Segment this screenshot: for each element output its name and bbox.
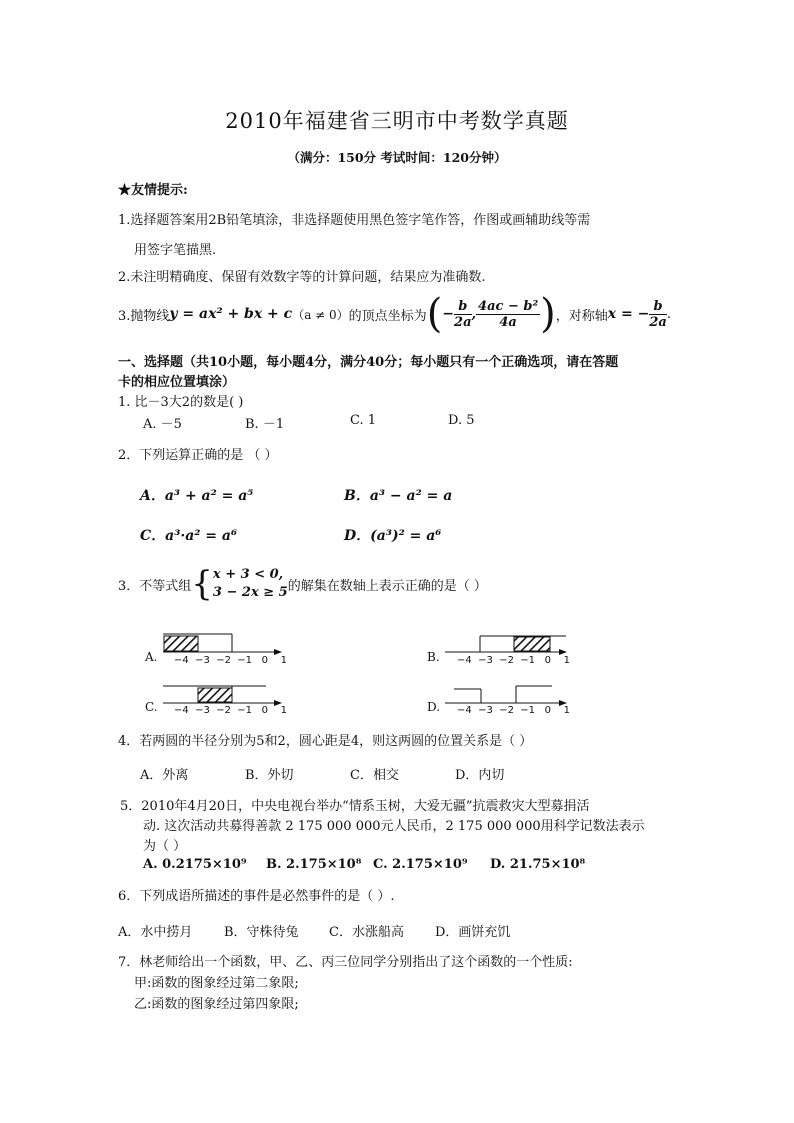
q4-option-a: A．外离 xyxy=(140,768,189,783)
axis-fraction: $\frac{b}{2a}$ xyxy=(649,298,667,330)
q6-option-d: D．画饼充饥 xyxy=(435,925,511,940)
tip-3-mid: 的顶点坐标为 xyxy=(348,308,427,324)
question-4: 4．若两圆的半径分别为5和2，圆心距是4，则这两圆的位置关系是（ ） xyxy=(118,734,533,749)
q5-option-b: B. 2.175×10⁸ xyxy=(266,857,362,872)
section-1-heading: 一、选择题（共10小题，每小题4分，满分40分；每小题只有一个正确选项，请在答题 xyxy=(118,355,619,370)
q3-ticks-b: −4 −3 −2 −1 0 1 xyxy=(457,655,571,666)
tip-3-axis: ，对称轴 xyxy=(555,308,608,324)
tip-1-cont: 用签字笔描黑. xyxy=(134,243,217,258)
question-5: 5．2010年4月20日，中央电视台举办“情系玉树，大爱无疆”抗震救灾大型募捐活 xyxy=(120,799,590,814)
tip-3-formula: y = ax² + bx + c xyxy=(169,306,293,322)
vertex-y-fraction: $\frac{\text{4ac − b²}}{4a}$ xyxy=(478,298,539,330)
number-line-b xyxy=(445,636,566,652)
page-subtitle: （满分：150分 考试时间：120分钟） xyxy=(287,150,507,165)
q3-ticks-a: −4 −3 −2 −1 0 1 xyxy=(174,655,288,666)
brace: { xyxy=(191,564,213,604)
q4-option-c: C．相交 xyxy=(350,768,399,783)
inequality-system: x + 3 < 0, 3 − 2x ≥ 5 xyxy=(212,567,288,600)
question-7-jia: 甲:函数的图象经过第二象限; xyxy=(134,976,299,991)
tips-heading: ★友情提示: xyxy=(118,183,188,198)
q3-prefix: 3．不等式组 xyxy=(118,578,192,594)
page-title: 2010年福建省三明市中考数学真题 xyxy=(225,109,569,133)
q4-option-d: D．内切 xyxy=(455,768,505,783)
number-line-d xyxy=(445,686,566,703)
number-line-c xyxy=(163,686,281,703)
question-1: 1. 比－3大2的数是( ) xyxy=(118,395,244,410)
q2-option-c: C．a³·a² = a⁶ xyxy=(140,528,238,544)
tip-2: 2.未注明精确度、保留有效数字等的计算问题，结果应为准确数. xyxy=(118,270,486,285)
question-7: 7．林老师给出一个函数，甲、乙、丙三位同学分别指出了这个函数的一个性质: xyxy=(118,955,573,970)
q1-option-b: B. －1 xyxy=(245,417,285,432)
q5-option-d: D. 21.75×10⁸ xyxy=(490,857,586,872)
q3-ticks-c: −4 −3 −2 −1 0 1 xyxy=(174,705,288,716)
left-paren: ( xyxy=(426,291,443,337)
q2-option-d: D．(a³)² = a⁶ xyxy=(344,528,442,544)
tip-1: 1.选择题答案用2B铅笔填涂，非选择题使用黑色签字笔作答，作图或画辅助线等需 xyxy=(118,213,591,228)
tip-3-prefix: 3.抛物线 xyxy=(118,308,170,324)
q1-option-a: A. －5 xyxy=(143,417,182,432)
question-6: 6．下列成语所描述的事件是必然事件的是（ ）. xyxy=(118,889,395,904)
right-paren: ) xyxy=(540,291,556,337)
q3-ticks-d: −4 −3 −2 −1 0 1 xyxy=(457,705,571,716)
q3-label-d: D. xyxy=(427,700,441,714)
q3-label-b: B. xyxy=(427,650,440,664)
tip-3-condition: （a ≠ 0） xyxy=(292,307,349,322)
q3-label-a: A. xyxy=(145,650,158,664)
question-5-cont: 动. 这次活动共募得善款 2 175 000 000元人民币，2 175 000 000用科学记数法表示 xyxy=(143,819,645,834)
q2-option-b: B．a³ − a² = a xyxy=(344,488,453,504)
question-2: 2．下列运算正确的是 （ ） xyxy=(118,448,278,463)
number-line-a xyxy=(163,634,281,652)
question-5-cont-2: 为（ ） xyxy=(143,839,187,854)
vertex-x-fraction: $\frac{b}{2a}$ xyxy=(454,298,472,330)
tip-3: 3.抛物线 y = ax² + bx + c （a ≠ 0） 的顶点坐标为 ( − $\frac{b}{2a}$ , $\frac{\text{4ac − b²}}{4a}$ ) ，对称轴 x = − $\frac{b}{2a}$ . xyxy=(118,291,671,337)
q5-option-c: C. 2.175×10⁹ xyxy=(373,857,468,872)
q1-option-c: C. 1 xyxy=(350,413,377,428)
axis-formula: x = − xyxy=(607,306,650,322)
q2-option-a: A．a³ + a² = a⁵ xyxy=(140,488,254,504)
section-1-heading-cont: 卡的相应位置填涂） xyxy=(118,375,236,390)
q6-option-b: B．守株待兔 xyxy=(224,925,299,940)
q6-option-a: A．水中捞月 xyxy=(118,925,193,940)
q1-option-d: D. 5 xyxy=(448,413,475,428)
q4-option-b: B．外切 xyxy=(245,768,294,783)
q6-option-c: C．水涨船高 xyxy=(329,925,404,940)
q5-option-a: A. 0.2175×10⁹ xyxy=(143,857,247,872)
question-7-yi: 乙:函数的图象经过第四象限; xyxy=(134,997,299,1012)
q3-label-c: C. xyxy=(145,700,158,714)
q3-suffix: 的解集在数轴上表示正确的是（ ） xyxy=(287,578,487,594)
